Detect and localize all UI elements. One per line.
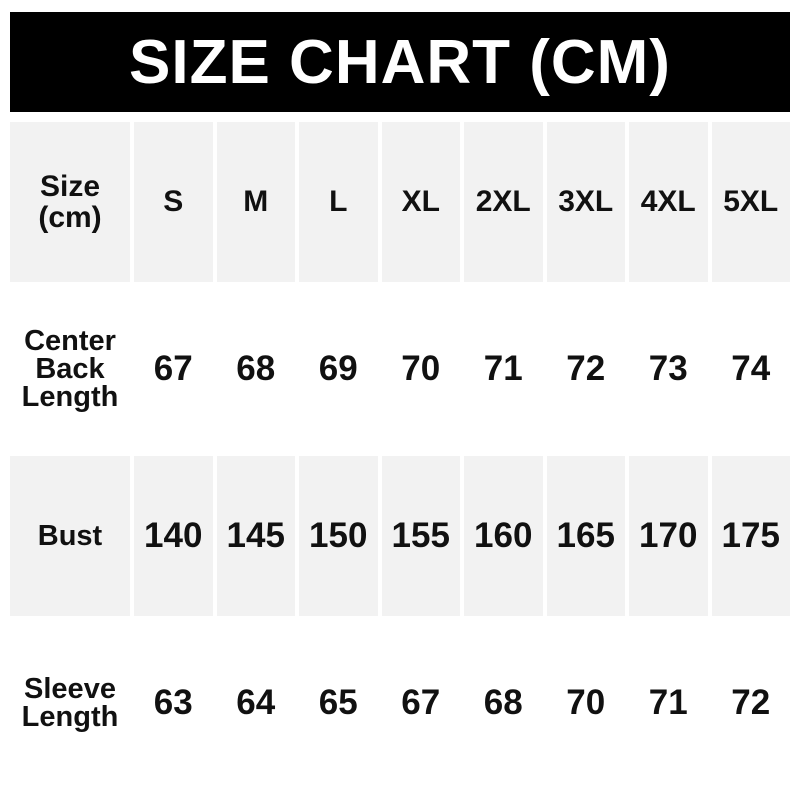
- value-cell-bust-l: 150: [299, 456, 378, 616]
- value-cell-center-back-4xl: 73: [629, 289, 708, 449]
- value-cell-bust-xl: 155: [382, 456, 461, 616]
- value-cell-sleeve-m: 64: [217, 623, 296, 783]
- corner-cell-text: [38, 171, 101, 234]
- value-cell-bust-s: 140: [134, 456, 213, 616]
- size-column-header-3xl: 3XL: [547, 122, 626, 282]
- value-cell-center-back-5xl: 74: [712, 289, 791, 449]
- value-cell-sleeve-l: 65: [299, 623, 378, 783]
- size-chart-table: [10, 122, 790, 783]
- value-cell-sleeve-2xl: 68: [464, 623, 543, 783]
- value-cell-center-back-s: 67: [134, 289, 213, 449]
- size-column-header-4xl: 4XL: [629, 122, 708, 282]
- size-column-header-s: S: [134, 122, 213, 282]
- corner-line-cm: (cm): [38, 201, 102, 234]
- value-cell-bust-3xl: 165: [547, 456, 626, 616]
- value-cell-center-back-2xl: 71: [464, 289, 543, 449]
- size-column-header-2xl: 2XL: [464, 122, 543, 282]
- row-label-bust: Bust: [10, 456, 130, 616]
- corner-line-size: Size: [39, 169, 101, 203]
- corner-cell-size-cm: [10, 122, 130, 282]
- chart-title: SIZE CHART (CM): [129, 27, 671, 97]
- value-cell-bust-4xl: 170: [629, 456, 708, 616]
- value-cell-bust-m: 145: [217, 456, 296, 616]
- value-cell-sleeve-3xl: 70: [547, 623, 626, 783]
- value-cell-sleeve-5xl: 72: [712, 623, 791, 783]
- value-cell-center-back-l: 69: [299, 289, 378, 449]
- value-cell-bust-2xl: 160: [464, 456, 543, 616]
- value-cell-sleeve-4xl: 71: [629, 623, 708, 783]
- row-label-center-back-length: Center Back Length: [10, 289, 130, 449]
- size-column-header-xl: XL: [382, 122, 461, 282]
- size-column-header-m: M: [217, 122, 296, 282]
- size-column-header-5xl: 5XL: [712, 122, 791, 282]
- value-cell-sleeve-xl: 67: [382, 623, 461, 783]
- value-cell-center-back-xl: 70: [382, 289, 461, 449]
- size-chart-title-banner: [10, 12, 790, 112]
- row-label-sleeve-length: Sleeve Length: [10, 623, 130, 783]
- size-column-header-l: L: [299, 122, 378, 282]
- value-cell-center-back-3xl: 72: [547, 289, 626, 449]
- value-cell-sleeve-s: 63: [134, 623, 213, 783]
- value-cell-bust-5xl: 175: [712, 456, 791, 616]
- value-cell-center-back-m: 68: [217, 289, 296, 449]
